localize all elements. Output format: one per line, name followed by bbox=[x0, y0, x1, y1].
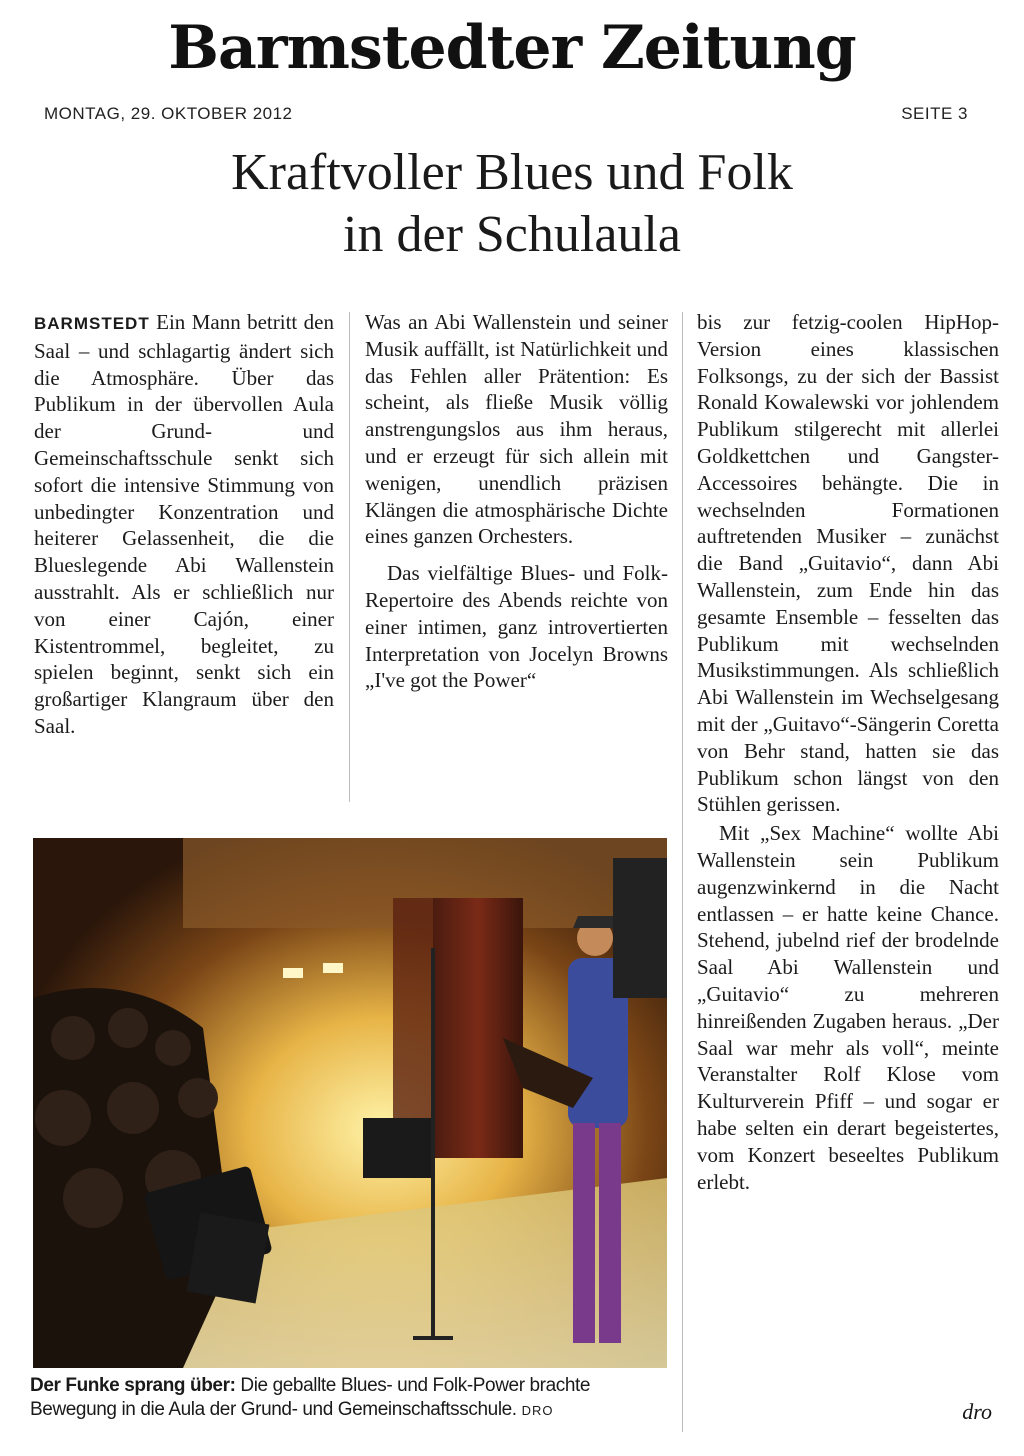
paragraph: Mit „Sex Machine“ wollte Abi Wallenstein sein Publikum augenzwinkernd in die Nacht entlassen – er hatte keine Chance. Stehend, jubelnd rief der brodelnde Saal Abi Wallenstein und „Guitavio“ zu mehreren hinreißenden Zugaben heraus. „Der Saal war mehr als voll“, meinte Veranstalter Rolf Klose vom Kulturverein Pfiff – und sogar er habe selten ein derart begeistertes, vom Konzert beseeltes Publikum erlebt. bbox=[697, 821, 999, 1194]
headline-line-2: in der Schulaula bbox=[343, 206, 681, 263]
article-headline bbox=[0, 142, 1024, 266]
headline-line-1: Kraftvoller Blues und Folk bbox=[231, 144, 793, 201]
caption-lead: Der Funke sprang über: bbox=[30, 1375, 236, 1396]
photo-credit: DRO bbox=[521, 1403, 554, 1418]
concert-photo bbox=[33, 838, 667, 1368]
concert-photo-illustration bbox=[33, 838, 667, 1368]
paragraph: bis zur fetzig-coolen HipHop-Version eines klassischen Folksongs, zu der sich der Bassist Ronald Kowalewski vor johlendem Publikum stilgerecht mit allerlei Goldkettchen und Gangster-Accessoires behängte. Die in wechselnden Formationen auftretenden Musiker – zunächst die Band „Guitavio“, dann Abi Wallenstein, zum Ende hin das gesamte Ensemble – fesselten das Publikum mit wechselnden Musikstimmungen. Als schließlich Abi Wallenstein im Wechselgesang mit der „Guitavo“-Sängerin Coretta von Behr stand, hatten sie das Publikum schon längst von den Stühlen gerissen. bbox=[697, 310, 999, 817]
column-divider-2 bbox=[682, 312, 683, 1432]
article-column-1 bbox=[34, 309, 334, 740]
article-column-2 bbox=[365, 309, 668, 694]
paragraph-text: Ein Mann betritt den Saal – und schlagartig ändert sich die Atmosphäre. Über das Publikum in der übervollen Aula der Grund- und Gemeinschaftsschule senkt sich sofort die intensive Stimmung von unbedingter Konzentration und heiterer Gelassenheit, die die Blueslegende Abi Wallenstein ausstrahlt. Als er schließlich nur von einer Cajón, einer Kistentrommel, begleitet, zu spielen beginnt, senkt sich ein großartiger Klangraum über den Saal. bbox=[34, 310, 334, 738]
caption-text: Die geballte Blues- und Folk-Power brachte Bewegung in die Aula der Grund- und Gemeinschaftsschule. bbox=[30, 1375, 591, 1420]
page-number: SEITE 3 bbox=[901, 104, 968, 123]
article-dateline: BARMSTEDT bbox=[34, 314, 150, 333]
paragraph: Was an Abi Wallenstein und seiner Musik auffällt, ist Natürlichkeit und das Fehlen aller Prätention: Es scheint, als fließe Musik völlig anstrengungslos aus ihm heraus, und er erzeugt für sich allein mit wenigen, unendlich präzisen Klängen die atmosphärische Dichte eines ganzen Orchesters. bbox=[365, 310, 668, 549]
article-column-3 bbox=[697, 309, 999, 1439]
author-byline: dro bbox=[962, 1399, 992, 1424]
issue-date: MONTAG, 29. OKTOBER 2012 bbox=[44, 104, 293, 123]
column-divider-1 bbox=[349, 312, 350, 802]
paragraph: Das vielfältige Blues- und Folk-Repertoire des Abends reichte von einer intimen, ganz introvertierten Interpretation von Jocelyn Browns „I've got the Power“ bbox=[365, 561, 668, 693]
paragraph bbox=[34, 309, 334, 740]
photo-caption bbox=[30, 1374, 670, 1423]
newspaper-masthead: Barmstedter Zeitung bbox=[168, 13, 856, 83]
